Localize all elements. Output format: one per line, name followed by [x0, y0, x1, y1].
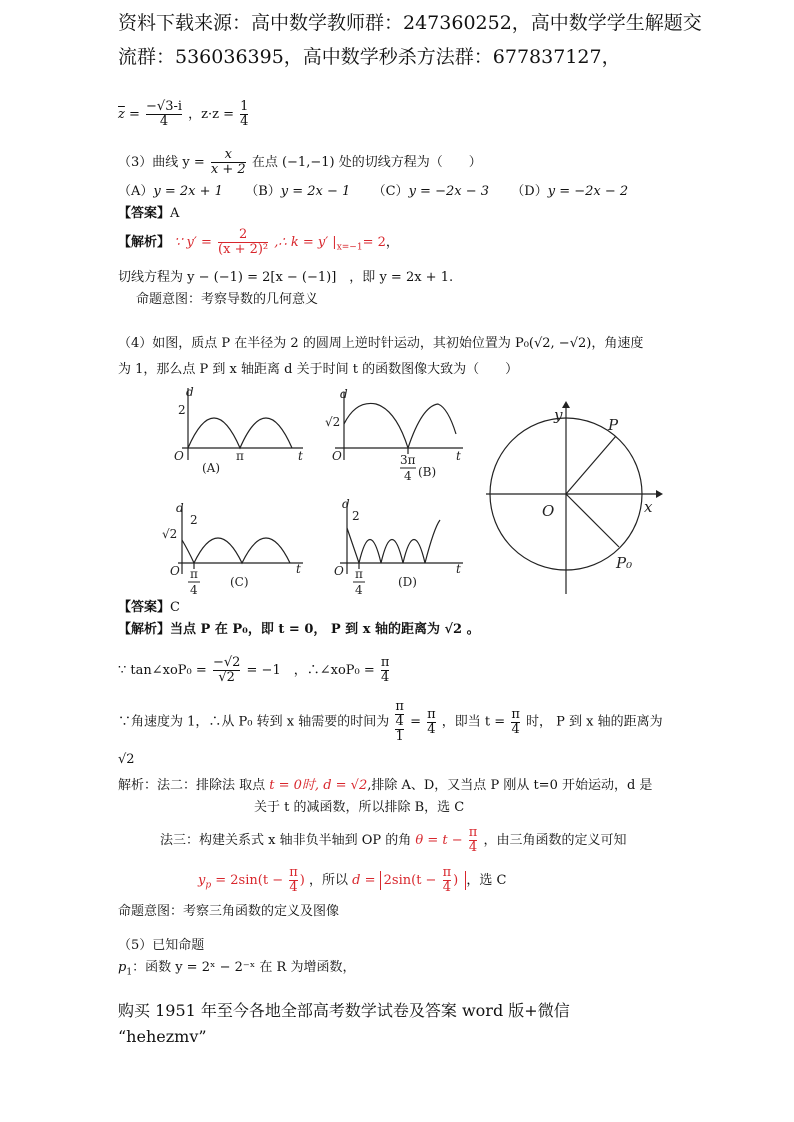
graph-a-d-label: d [186, 385, 194, 399]
graph-a-curve [188, 418, 292, 448]
header-line-2: 流群：536036395，高中数学秒杀方法群：677837127， [118, 46, 621, 68]
graph-c-x-tick-den: 4 [190, 583, 198, 597]
graph-d-caption: (D) [398, 575, 417, 589]
footer-line-1: 购买 1951 年至今各地全部高考数学试卷及答案 word 版+微信 [118, 1001, 570, 1020]
q3-derivative-fraction: $\frac{2}{\text{(x + 2)²}}$ [218, 227, 269, 257]
graph-c-caption: (C) [230, 575, 249, 589]
graph-b-origin: O [332, 449, 342, 463]
q4-method-2-line-2: 关于 t 的减函数，所以排除 B，选 C [254, 800, 465, 815]
point-p0-label: P₀ [616, 554, 633, 572]
graph-b-x-tick-den: 4 [404, 469, 412, 483]
header-line-1: 资料下载来源：高中数学教师群：247360252，高中数学学生解题交 [118, 12, 702, 34]
q3-intent: 命题意图：考察导数的几何意义 [136, 292, 319, 307]
graph-b-d-label: d [340, 387, 348, 401]
q4-stem-line-2: 为 1，那么点 P 到 x 轴距离 d 关于时间 t 的函数图像大致为（ ） [118, 362, 519, 377]
graph-d-d-label: d [342, 497, 350, 511]
graph-d-x-tick-den: 4 [355, 583, 363, 597]
q4-answer: 【答案】C [118, 600, 180, 615]
q4-stem-line-1: （4）如图，质点 P 在半径为 2 的圆周上逆时针运动，其初始位置为 P₀(√2, −√2)，角速度 [118, 336, 644, 351]
radius-op0 [566, 494, 619, 547]
zz-fraction: $\frac{1}{4}$ [240, 99, 249, 129]
graph-c-origin: O [170, 564, 180, 578]
q4-method-2: 解析：法二：排除法 取点 t = 0时, d = √2,排除 A、D，又当点 P 刚从 t=0 开始运动，d 是 [118, 778, 653, 793]
graph-a-y-tick: 2 [178, 403, 186, 417]
graph-d-x-tick-num: π [355, 567, 363, 581]
graph-c-curve [182, 538, 290, 563]
q3-answer: 【答案】A [118, 206, 180, 221]
graph-d-y-tick: 2 [352, 509, 360, 523]
graph-b-curve [344, 403, 456, 448]
q4-analysis: 【解析】当点 P 在 P₀，即 t = 0， P 到 x 轴的距离为 √2 。 [118, 622, 480, 637]
circle-y-label: y [554, 406, 563, 424]
q4-figure [118, 378, 678, 600]
abs-value: 2sin(t − $\frac{\pi}{4}$ ) [380, 871, 467, 890]
graph-a-origin: O [174, 449, 184, 463]
graph-a-t-label: t [298, 449, 303, 463]
circle-origin-label: O [542, 502, 555, 520]
graph-b-y-tick: √2 [325, 415, 341, 429]
option-c-label: （C） [372, 184, 409, 199]
graph-a-caption: (A) [202, 461, 221, 475]
graph-b [335, 392, 463, 460]
option-a-label: （A） [118, 184, 154, 199]
q4-speed-line: ∵角速度为 1，∴从 P₀ 转到 x 轴需要的时间为 π 4 1 = $\frac{\pi}{4}$ ，即当 t = $\frac{\pi}{4}$ 时， P 到 x 轴的距离为 [118, 699, 663, 744]
q4-speed-tail: √2 [118, 752, 135, 767]
zbar-fraction: $\frac{-√3-i}{4}$ [146, 99, 183, 129]
graph-c-x-tick-num: π [190, 567, 198, 581]
q4-method-3: 法三：构建关系式 x 轴非负半轴到 OP 的角 θ = t − $\frac{\pi}{4}$ ，由三角函数的定义可知 [160, 825, 627, 855]
q3-options [118, 184, 628, 200]
q2-conjugate-line: $\overline{z}$ = $\frac{-√3-i}{4}$ ，z·z = $\frac{1}{4}$ [118, 99, 249, 129]
q5-p1: $p_1$：函数 y = 2ˣ − 2⁻ˣ 在 R 为增函数， [118, 960, 356, 978]
option-a-text: y = 2x + 1 [153, 184, 223, 199]
option-d-text: y = −2x − 2 [547, 184, 629, 199]
graph-c-t-label: t [296, 562, 301, 576]
zbar-symbol: $\overline{z}$ [118, 107, 125, 122]
q4-yp-formula: $y_p = 2\sin(t$ − $\frac{\pi}{4}$ ) ，所以 d = 2sin(t − $\frac{\pi}{4}$ ) ，选 C [198, 865, 507, 895]
graph-c-d-label: d [176, 501, 184, 515]
graph-c-y-tick: √2 [162, 527, 178, 541]
graph-c-y-tick2: 2 [190, 513, 198, 527]
q3-analysis: 【解析】 ∵ y′ = $\frac{2}{\text{(x + 2)²}}$ ,∴ k = y′ $|_{x=-1}= 2$， [118, 227, 399, 257]
graph-b-t-label: t [456, 449, 461, 463]
y-arrowhead [562, 401, 570, 408]
graph-b-caption: (B) [418, 465, 437, 479]
graph-a-x-tick: π [236, 449, 244, 463]
radius-op [566, 436, 616, 494]
option-b-text: y = 2x − 1 [280, 184, 351, 199]
graph-d-curve [347, 520, 440, 563]
option-b-label: （B） [245, 184, 281, 199]
graph-b-x-tick-num: 3π [400, 453, 416, 467]
option-d-label: （D） [511, 184, 548, 199]
q3-tangent-line: 切线方程为 y − (−1) = 2[x − (−1)] ，即 y = 2x + 1. [118, 270, 454, 285]
q5-stem: （5）已知命题 [118, 938, 205, 953]
graph-d-t-label: t [456, 562, 461, 576]
q4-tan-line: ∵ tan∠xoP₀ = $\frac{-√2}{√2}$ = −1 ，∴∠xoP₀ = $\frac{\pi}{4}$ [118, 655, 390, 685]
q4-intent: 命题意图：考察三角函数的定义及图像 [118, 904, 340, 919]
x-arrowhead [656, 490, 663, 498]
option-c-text: y = −2x − 3 [408, 184, 489, 199]
q3-curve-fraction: $\frac{x}{x + 2}$ [210, 147, 246, 177]
footer-line-2: “hehezmv” [118, 1027, 207, 1046]
graph-d-origin: O [334, 564, 344, 578]
q3-stem: （3）曲线 y = $\frac{x}{x + 2}$ 在点 (−1,−1) 处的切线方程为（ ） [118, 147, 482, 177]
circle-x-label: x [644, 498, 653, 516]
point-p-label: P [608, 416, 619, 434]
zz-product: ，z·z = [188, 107, 235, 122]
